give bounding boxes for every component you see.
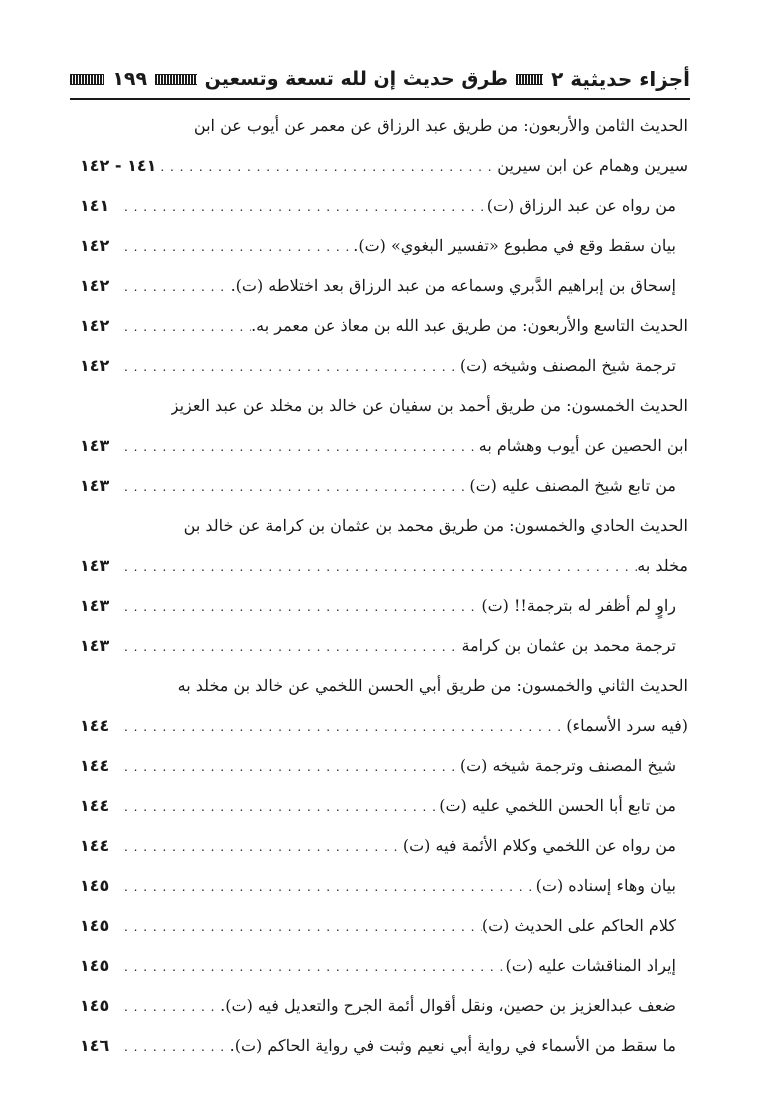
toc-entry-line-last — [80, 706, 688, 746]
toc-entry — [80, 346, 688, 386]
dot-leader — [120, 266, 231, 307]
toc-entry-page: ١٤٢ — [80, 236, 110, 255]
toc-entry — [80, 386, 688, 466]
toc-entry-text: إيراد المناقشات عليه (ت) — [505, 956, 676, 975]
toc-entry-line-last — [80, 906, 688, 946]
toc-entry-line-last — [80, 466, 688, 506]
toc-entry-page: ١٤٤ — [80, 836, 110, 855]
toc-entry-line-last — [80, 946, 688, 986]
toc-entry-page: ١٤٣ — [80, 476, 110, 495]
dot-leader — [120, 826, 403, 867]
toc-entry-line — [80, 106, 688, 146]
table-of-contents — [80, 106, 688, 1066]
dot-leader — [120, 746, 460, 787]
dot-leader — [120, 306, 251, 347]
dot-leader — [120, 986, 220, 1027]
toc-entry-line-last — [80, 346, 688, 386]
toc-entry — [80, 906, 688, 946]
running-header — [70, 60, 690, 100]
toc-entry-text: بيان وهاء إسناده (ت) — [535, 876, 676, 895]
toc-entry-text: مخلد به — [637, 556, 688, 575]
toc-entry-text: سيرين وهمام عن ابن سيرين — [497, 156, 688, 175]
toc-entry-text: ترجمة شيخ المصنف وشيخه (ت) — [459, 356, 676, 375]
toc-entry-line-last — [80, 186, 688, 226]
toc-entry-text: الحديث الثاني والخمسون: من طريق أبي الحسن اللخمي عن خالد بن مخلد به — [177, 676, 688, 695]
toc-entry-text: راوٍ لم أظفر له بترجمة!! (ت) — [481, 596, 676, 615]
toc-entry-text: بيان سقط وقع في مطبوع «تفسير البغوي» (ت). — [353, 236, 676, 255]
dot-leader — [120, 426, 479, 467]
toc-entry — [80, 586, 688, 626]
toc-entry-text: ما سقط من الأسماء في رواية أبي نعيم وثبت في رواية الحاكم (ت). — [229, 1036, 676, 1055]
dot-leader — [120, 346, 460, 387]
dot-leader — [120, 1026, 230, 1067]
dot-leader — [120, 946, 506, 987]
toc-entry-page: ١٤٤ — [80, 716, 110, 735]
toc-entry-text: الحديث الثامن والأربعون: من طريق عبد الرزاق عن معمر عن أيوب عن ابن — [193, 116, 688, 135]
toc-entry-line-last — [80, 546, 688, 586]
toc-entry — [80, 946, 688, 986]
toc-entry-page: ١٤٥ — [80, 916, 110, 935]
dot-leader — [120, 186, 487, 227]
toc-entry-page: ١٤٢ — [80, 316, 110, 335]
header-chapter-title: طرق حديث إن لله تسعة وتسعين — [204, 68, 509, 90]
toc-entry-line-last — [80, 586, 688, 626]
header-ornament-2 — [155, 74, 197, 85]
toc-entry-text: شيخ المصنف وترجمة شيخه (ت) — [459, 756, 676, 775]
toc-entry-page: ١٤١ - ١٤٢ — [80, 156, 157, 175]
toc-entry — [80, 786, 688, 826]
toc-entry-line-last — [80, 226, 688, 266]
dot-leader — [120, 626, 461, 667]
header-ornament-3 — [70, 74, 104, 85]
toc-entry-page: ١٤٢ — [80, 276, 110, 295]
toc-entry-text: الحديث الحادي والخمسون: من طريق محمد بن عثمان بن كرامة عن خالد بن — [183, 516, 688, 535]
toc-entry-line-last — [80, 786, 688, 826]
header-ornament-1 — [516, 74, 543, 85]
toc-entry-line-last — [80, 746, 688, 786]
toc-entry-page: ١٤٦ — [80, 1036, 110, 1055]
toc-entry-page: ١٤١ — [80, 196, 110, 215]
toc-entry-line-last — [80, 146, 688, 186]
toc-entry-page: ١٤٤ — [80, 756, 110, 775]
toc-entry — [80, 266, 688, 306]
dot-leader — [120, 546, 637, 587]
toc-entry — [80, 506, 688, 586]
toc-entry-line-last — [80, 826, 688, 866]
toc-entry-text: ضعف عبدالعزيز بن حصين، ونقل أقوال أئمة الجرح والتعديل فيه (ت). — [220, 996, 676, 1015]
toc-entry-text: من رواه عن اللخمي وكلام الأئمة فيه (ت) — [402, 836, 676, 855]
toc-entry-page: ١٤٣ — [80, 596, 110, 615]
toc-entry — [80, 626, 688, 666]
toc-entry-page: ١٤٣ — [80, 436, 110, 455]
toc-entry-page: ١٤٣ — [80, 636, 110, 655]
toc-entry-text: الحديث التاسع والأربعون: من طريق عبد الله بن معاذ عن معمر به. — [251, 316, 688, 335]
toc-entry-line — [80, 506, 688, 546]
toc-entry — [80, 226, 688, 266]
toc-entry — [80, 986, 688, 1026]
toc-entry — [80, 106, 688, 186]
toc-entry — [80, 306, 688, 346]
toc-entry — [80, 826, 688, 866]
toc-entry-page: ١٤٥ — [80, 956, 110, 975]
toc-entry-line-last — [80, 866, 688, 906]
toc-entry — [80, 866, 688, 906]
toc-entry-line-last — [80, 266, 688, 306]
dot-leader — [120, 466, 469, 507]
dot-leader — [120, 906, 482, 947]
toc-entry-page: ١٤٣ — [80, 556, 110, 575]
toc-entry-text: (فيه سرد الأسماء) — [566, 716, 688, 735]
toc-entry-text: من تابع أبا الحسن اللخمي عليه (ت) — [439, 796, 676, 815]
toc-entry-text: ابن الحصين عن أيوب وهشام به — [478, 436, 688, 455]
dot-leader — [120, 226, 353, 267]
toc-entry — [80, 466, 688, 506]
dot-leader — [120, 586, 481, 627]
toc-entry-text: من تابع شيخ المصنف عليه (ت) — [469, 476, 676, 495]
toc-entry — [80, 186, 688, 226]
dot-leader — [120, 786, 439, 827]
dot-leader — [120, 866, 536, 907]
dot-leader — [156, 146, 497, 187]
header-book-title: أجزاء حديثية ٢ — [551, 67, 690, 91]
toc-entry-line-last — [80, 426, 688, 466]
toc-entry-line-last — [80, 1026, 688, 1066]
toc-entry — [80, 666, 688, 746]
toc-entry-line — [80, 386, 688, 426]
toc-entry-page: ١٤٥ — [80, 876, 110, 895]
dot-leader — [120, 706, 566, 747]
toc-entry-page: ١٤٤ — [80, 796, 110, 815]
toc-entry — [80, 746, 688, 786]
page-number: ١٩٩ — [112, 68, 148, 90]
toc-entry-line — [80, 666, 688, 706]
toc-entry-line-last — [80, 626, 688, 666]
toc-entry-text: كلام الحاكم على الحديث (ت) — [481, 916, 676, 935]
toc-entry-text: ترجمة محمد بن عثمان بن كرامة — [461, 636, 676, 655]
toc-entry-text: الحديث الخمسون: من طريق أحمد بن سفيان عن خالد بن مخلد عن عبد العزيز — [170, 396, 688, 415]
toc-entry-text: من رواه عن عبد الرزاق (ت) — [486, 196, 676, 215]
toc-entry — [80, 1026, 688, 1066]
toc-entry-text: إسحاق بن إبراهيم الدَّبري وسماعه من عبد الرزاق بعد اختلاطه (ت). — [230, 276, 676, 295]
toc-entry-page: ١٤٥ — [80, 996, 110, 1015]
toc-entry-line-last — [80, 986, 688, 1026]
toc-entry-line-last — [80, 306, 688, 346]
toc-entry-page: ١٤٢ — [80, 356, 110, 375]
